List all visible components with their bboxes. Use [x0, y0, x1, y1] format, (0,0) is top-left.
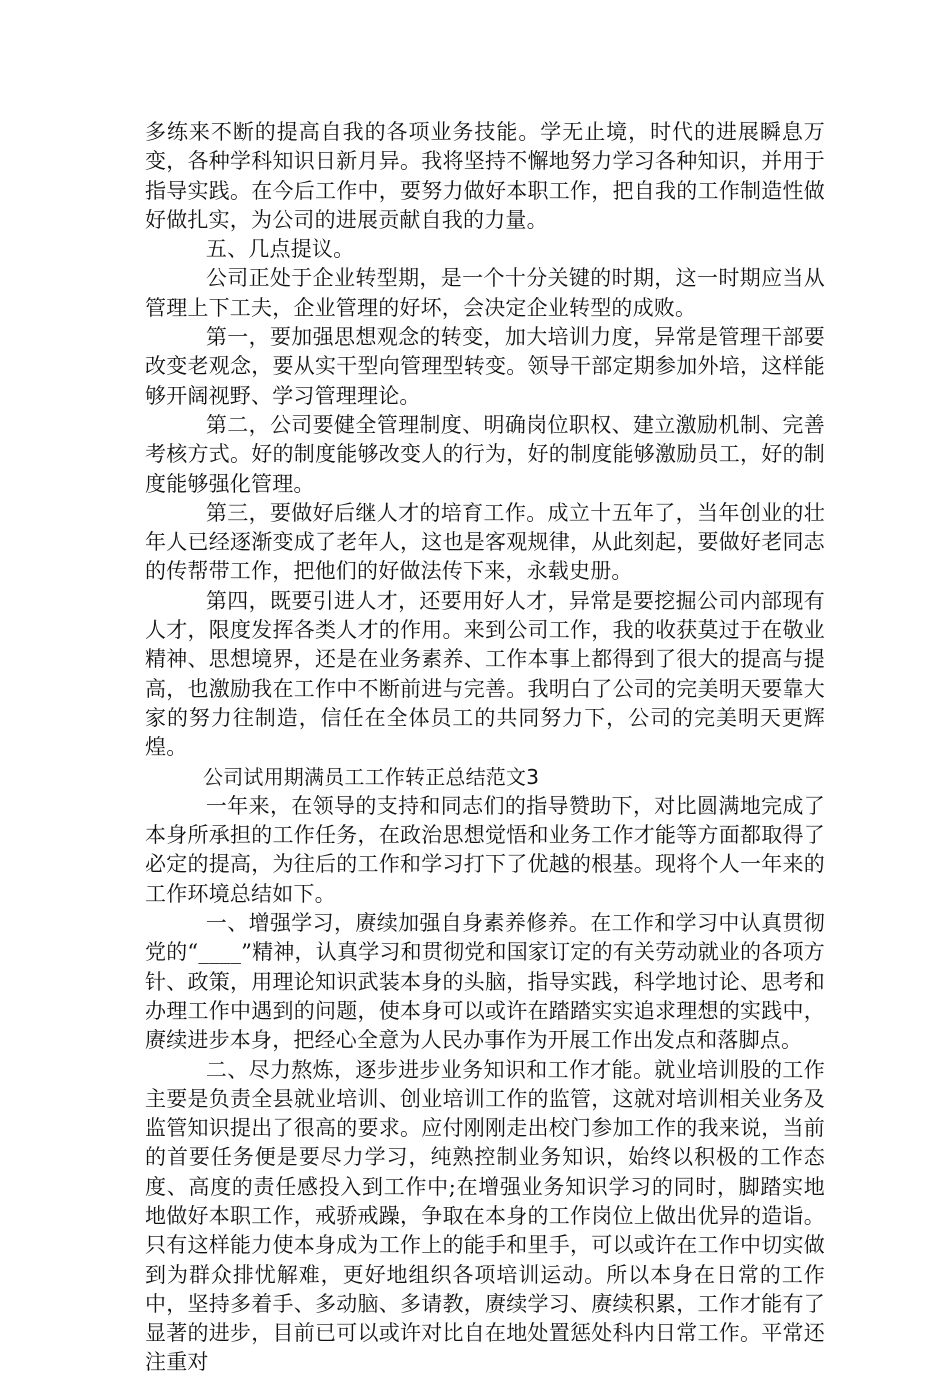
article-title-3: 公司试用期满员工工作转正总结范文3 — [203, 764, 540, 789]
section-heading-suggestions: 五、几点提议。 — [205, 237, 355, 262]
document-body — [145, 118, 825, 1378]
paragraph-3: 公司正处于企业转型期，是一个十分关键的时期，这一时期应当从管理上下工夫，企业管理的好坏，会决定企业转型的成败。 — [145, 266, 825, 320]
paragraph-1: 多练来不断的提高自我的各项业务技能。学无止境，时代的进展瞬息万变，各种学科知识日新月异。我将坚持不懈地努力学习各种知识，并用于指导实践。在今后工作中，要努力做好本职工作，把自我的工作制造性做好做扎实，为公司的进展贡献自我的力量。 — [145, 120, 825, 232]
paragraph-9: 一年来，在领导的支持和同志们的指导赞助下，对比圆满地完成了本身所承担的工作任务，在政治思想觉悟和业务工作才能等方面都取得了必定的提高，为往后的工作和学习打下了优越的根基。现将个人一年来的工作环境总结如下。 — [145, 793, 825, 906]
paragraph-6: 第三，要做好后继人才的培育工作。成立十五年了，当年创业的壮年人已经逐渐变成了老年人，这也是客观规律，从此刻起，要做好老同志的传帮带工作，把他们的好做法传下来，永载史册。 — [145, 500, 825, 584]
paragraph-4: 第一，要加强思想观念的转变，加大培训力度，异常是管理干部要改变老观念，要从实干型向管理型转变。领导干部定期参加外培，这样能够开阔视野、学习管理理论。 — [145, 325, 825, 408]
paragraph-7: 第四，既要引进人才，还要用好人才，异常是要挖掘公司内部现有人才，限度发挥各类人才的作用。来到公司工作，我的收获莫过于在敬业精神、思想境界，还是在业务素养、工作本事上都得到了很大的提高与提高，也激励我在工作中不断前进与完善。我明白了公司的完美明天要靠大家的努力往制造，信任在全体员工的共同努力下，公司的完美明天更辉煌。 — [145, 588, 825, 760]
paragraph-10: 一、增强学习，赓续加强自身素养修养。在工作和学习中认真贯彻党的“____”精神，认真学习和贯彻党和国家订定的有关劳动就业的各项方针、政策，用理论知识武装本身的头脑，指导实践，科学地讨论、思考和办理工作中遇到的问题，使本身可以或许在踏踏实实追求理想的实践中，赓续进步本身，把经心全意为人民办事作为开展工作出发点和落脚点。 — [145, 911, 825, 1053]
paragraph-5: 第二，公司要健全管理制度、明确岗位职权、建立激励机制、完善考核方式。好的制度能够改变人的行为，好的制度能够激励员工，好的制度能够强化管理。 — [145, 412, 825, 496]
paragraph-11: 二、尽力熬炼，逐步进步业务知识和工作才能。就业培训股的工作主要是负责全县就业培训、创业培训工作的监管，这就对培训相关业务及监管知识提出了很高的要求。应付刚刚走出校门参加工作的我来说，当前的首要任务便是要尽力学习，纯熟控制业务知识，始终以积极的工作态度、高度的责任感投入到工作中;在增强业务知识学习的同时，脚踏实地地做好本职工作，戒骄戒躁，争取在本身的工作岗位上做出优异的造诣。只有这样能力使本身成为工作上的能手和里手，可以或许在工作中切实做到为群众排忧解难，更好地组织各项培训运动。所以本身在日常的工作中，坚持多着手、多动脑、多请教，赓续学习、赓续积累，工作才能有了显著的进步，目前已可以或许对比自在地处置惩处科内日常工作。平常还注重对 — [145, 1057, 825, 1375]
